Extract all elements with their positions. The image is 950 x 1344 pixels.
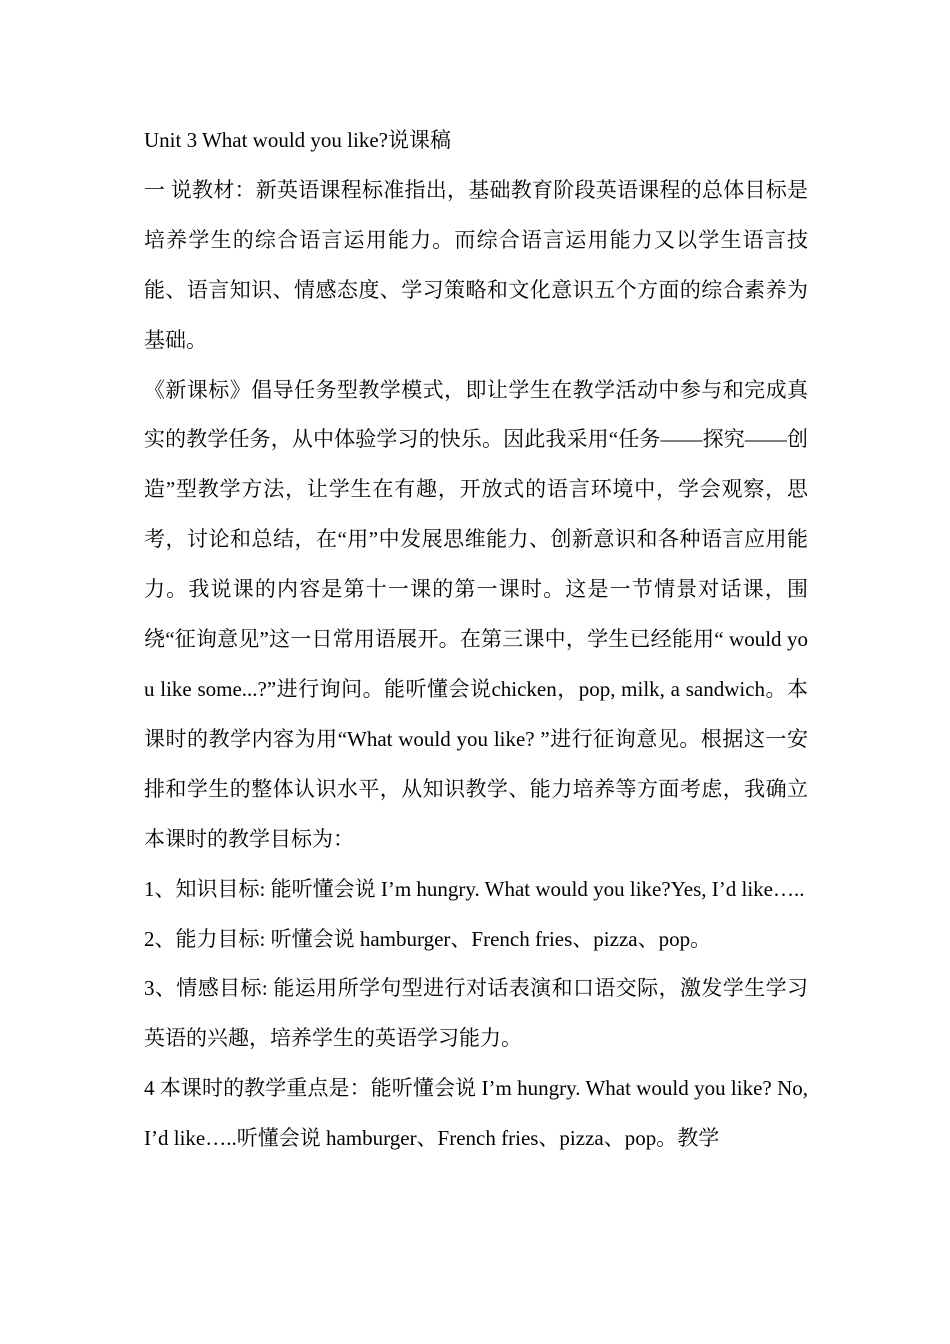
- paragraph-teaching-method: 《新课标》倡导任务型教学模式，即让学生在教学活动中参与和完成真实的教学任务，从中体验学习的快乐。因此我采用“任务——探究——创造”型教学方法，让学生在有趣，开放式的语言环境中，学会观察，思考，讨论和总结，在“用”中发展思维能力、创新意识和各种语言应用能力。我说课的内容是第十一课的第一课时。这是一节情景对话课，围绕“征询意见”这一日常用语展开。在第三课中，学生已经能用“ would you like some...?”进行询问。能听懂会说chicken，pop, milk, a sandwich。本课时的教学内容为用“What would you like? ”进行征询意见。根据这一安排和学生的整体认识水平，从知识教学、能力培养等方面考虑，我确立本课时的教学目标为：: [144, 377, 808, 851]
- document-title: Unit 3 What would you like?说课稿: [144, 128, 451, 152]
- paragraph-textbook-analysis: 一 说教材：新英语课程标准指出，基础教育阶段英语课程的总体目标是培养学生的综合语言运用能力。而综合语言运用能力又以学生语言技能、语言知识、情感态度、学习策略和文化意识五个方面的综合素养为基础。: [144, 177, 808, 352]
- document-body: [144, 116, 808, 1164]
- paragraph-ability-goal: 2、能力目标: 听懂会说 hamburger、French fries、pizza、pop。: [144, 926, 712, 951]
- paragraph-emotion-goal: 3、情感目标: 能运用所学句型进行对话表演和口语交际，激发学生学习英语的兴趣，培养学生的英语学习能力。: [144, 976, 808, 1051]
- paragraph-key-points: 4 本课时的教学重点是：能听懂会说 I’m hungry. What would you like? No, I’d like…..听懂会说 hamburger、French fries、pizza、pop。教学: [144, 1076, 808, 1151]
- paragraph-knowledge-goal: 1、知识目标: 能听懂会说 I’m hungry. What would you like?Yes, I’d like…..: [144, 876, 805, 901]
